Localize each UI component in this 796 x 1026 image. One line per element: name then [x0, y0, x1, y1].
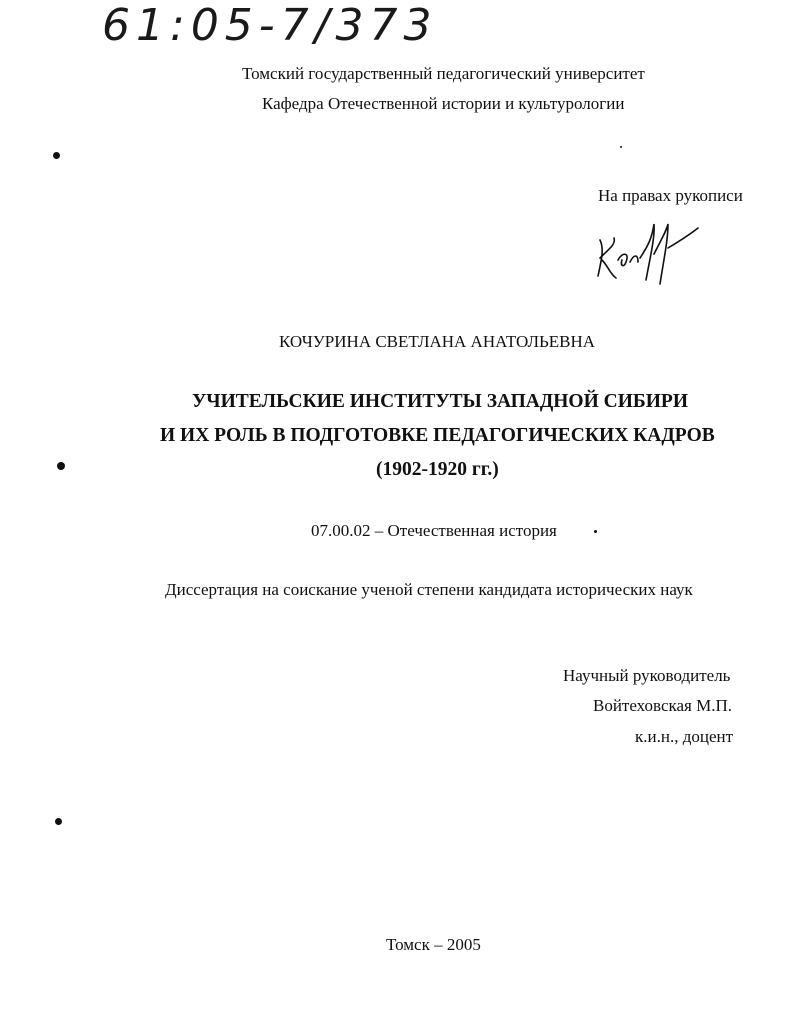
- supervisor-degree: к.и.н., доцент: [635, 727, 734, 746]
- dissertation-title-years: (1902-1920 гг.): [376, 459, 499, 480]
- department-name: Кафедра Отечественной истории и культурологии: [262, 94, 625, 113]
- dissertation-title-line-2: И ИХ РОЛЬ В ПОДГОТОВКЕ ПЕДАГОГИЧЕСКИХ КАДРОВ: [160, 425, 715, 446]
- dissertation-type: Диссертация на соискание ученой степени кандидата исторических наук: [165, 580, 693, 599]
- supervisor-name: Войтеховская М.П.: [593, 696, 733, 715]
- scan-mark: [594, 530, 597, 533]
- supervisor-label: Научный руководитель: [563, 666, 731, 685]
- scan-mark: [620, 146, 622, 148]
- manuscript-rights-note: На правах рукописи: [598, 186, 743, 205]
- university-name: Томский государственный педагогический университет: [242, 64, 645, 83]
- scan-mark: [53, 152, 60, 159]
- author-signature: [592, 218, 702, 288]
- scan-mark: [57, 462, 65, 470]
- place-and-year: Томск – 2005: [386, 935, 481, 954]
- scan-mark: [55, 818, 62, 825]
- author-name: КОЧУРИНА СВЕТЛАНА АНАТОЛЬЕВНА: [278, 332, 596, 351]
- specialty-code: 07.00.02 – Отечественная история: [311, 521, 557, 540]
- handwritten-archive-code: 61:05-7/373: [102, 0, 438, 51]
- dissertation-title-line-1: УЧИТЕЛЬСКИЕ ИНСТИТУТЫ ЗАПАДНОЙ СИБИРИ: [192, 391, 689, 412]
